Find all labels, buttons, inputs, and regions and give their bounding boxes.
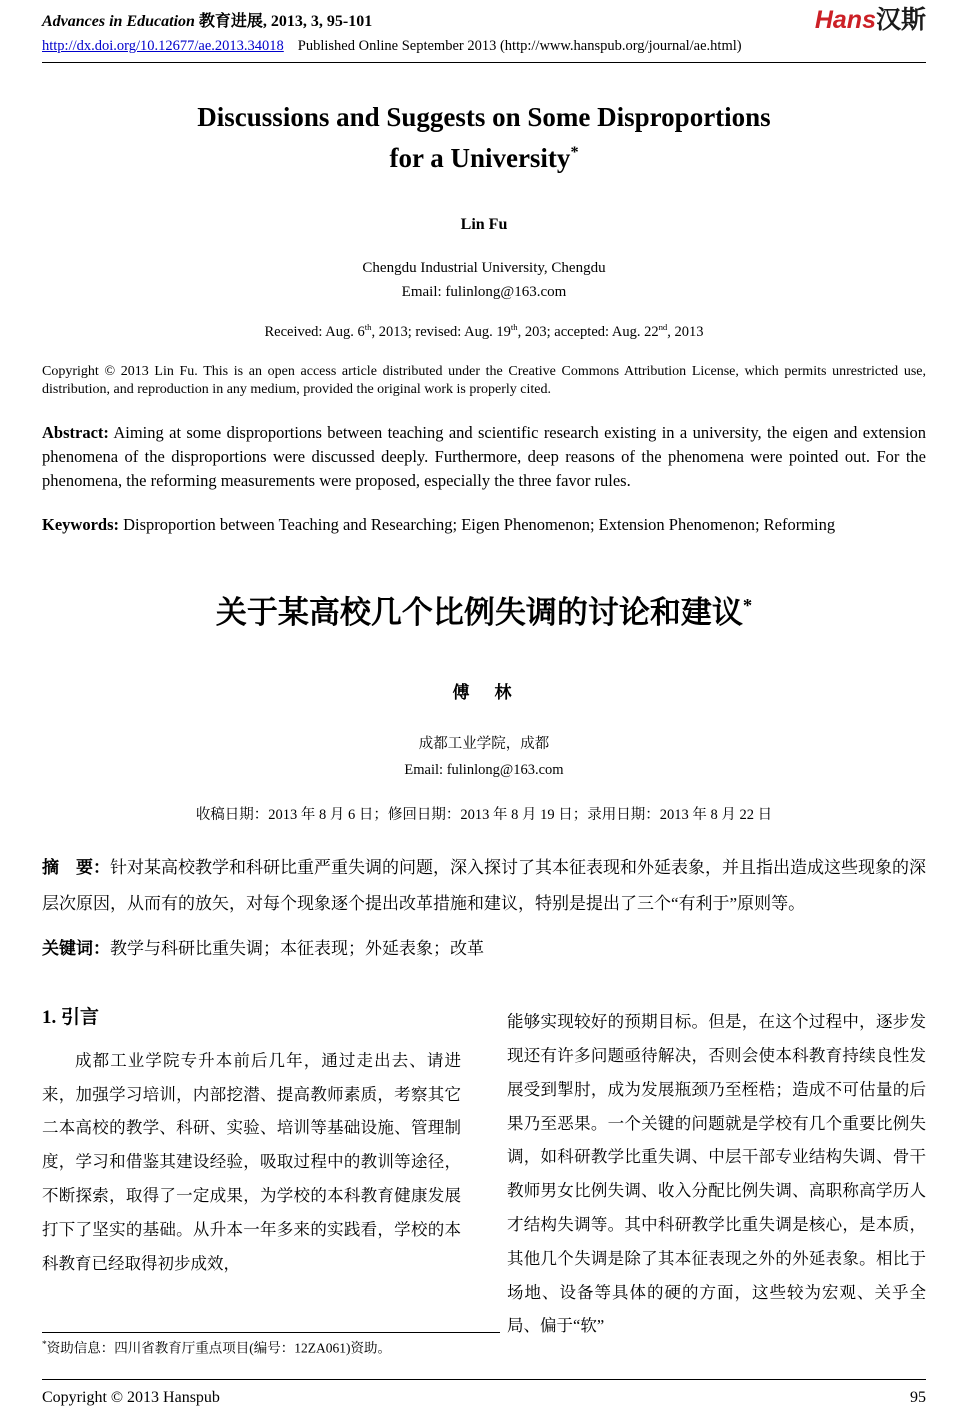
abstract-cn-label: 摘 要： [42, 858, 110, 878]
funding-footnote [42, 1332, 500, 1359]
article-title-cn: 关于某高校几个比例失调的讨论和建议* [215, 594, 753, 630]
publisher-logo [815, 8, 926, 33]
dates-line-cn: 收稿日期：2013 年 8 月 6 日；修回日期：2013 年 8 月 19 日；录用日期：2013 年 8 月 22 日 [195, 807, 773, 824]
page-number: 95 [910, 1389, 926, 1406]
keywords-en [42, 513, 926, 537]
copyright-notice: Copyright © 2013 Lin Fu. This is an open access article distributed under the Creative Commons Attribution License, which permits unrestricted use, distribution, and reproduction in any medium, provided the original work is properly cited. [42, 363, 926, 398]
abstract-text: Aiming at some disproportions between teaching and scientific research existing in a university, the eigen and extension phenomena of the disproportions were discussed deeply. Furthermore, deep reasons of the phenomena were pointed out. For the phenomena, the reforming measurements were proposed, especially the three favor rules. [42, 423, 926, 491]
title-line-1: Discussions and Suggests on Some Disproportions [197, 102, 771, 132]
keywords-text: Disproportion between Teaching and Researching; Eigen Phenomenon; Extension Phenomenon; Reforming [119, 514, 836, 534]
affiliation-en [42, 256, 926, 304]
abstract-en [42, 421, 926, 493]
title-footnote-mark: * [570, 142, 579, 161]
footer-copyright: Copyright © 2013 Hanspub [42, 1389, 220, 1406]
header-divider [42, 62, 926, 63]
abstract-cn [42, 850, 926, 921]
right-column [507, 1005, 926, 1343]
dates-line-en: Received: Aug. 6th, 2013; revised: Aug. 19th, 203; accepted: Aug. 22nd, 2013 [264, 322, 704, 340]
abstract-cn-text: 针对某高校教学和科研比重严重失调的问题，深入探讨了其本征表现和外延表象，并且指出造成这些现象的深层次原因，从而有的放矢，对每个现象逐个提出改革措施和建议，特别是提出了三个“有利于”原则等。 [42, 858, 926, 913]
title-line-2: for a University* [389, 142, 579, 173]
section-1-paragraph-right: 能够实现较好的预期目标。但是，在这个过程中，逐步发现还有许多问题亟待解决，否则会使本科教育持续良性发展受到掣肘，成为发展瓶颈乃至桎梏；造成不可估量的后果乃至恶果。一个关键的问题就是学校有几个重要比例失调，如科研教学比重失调、中层干部专业结构失调、骨干教师男女比例失调、收入分配比例失调、高职称高学历人才结构失调等。其中科研教学比重失调是核心，是本质，其他几个失调是除了其本征表现之外的外延表象。相比于场地、设备等具体的硬的方面，这些较为宏观、关乎全局、偏于“软” [507, 1012, 926, 1336]
section-1-heading: 1. 引言 [42, 1007, 100, 1029]
journal-citation [42, 8, 372, 31]
affiliation-line: Chengdu Industrial University, Chengdu [362, 260, 606, 276]
keywords-cn-label: 关键词： [42, 939, 110, 959]
author-name-en: Lin Fu [460, 216, 508, 233]
title-cn-footnote-mark: * [742, 595, 753, 617]
doi-link[interactable]: http://dx.doi.org/10.12677/ae.2013.34018 [42, 38, 284, 54]
page-footer [42, 1379, 926, 1407]
article-title-en [42, 97, 926, 178]
hans-logo-cn: 汉斯 [875, 6, 926, 34]
journal-header [42, 8, 926, 33]
affiliation-cn [42, 731, 926, 783]
body-columns [42, 1005, 926, 1343]
left-column [42, 1005, 461, 1343]
footnote-mark: * [42, 1340, 47, 1351]
affiliation-cn-line: 成都工业学院，成都 [418, 735, 550, 752]
hans-logo-text: Hans [814, 6, 876, 34]
keywords-cn-text: 教学与科研比重失调；本征表现；外延表象；改革 [110, 939, 484, 959]
footnote-text: 资助信息：四川省教育厅重点项目(编号：12ZA061)资助。 [46, 1340, 391, 1356]
journal-issue-info: 教育进展, 2013, 3, 95-101 [194, 13, 373, 30]
keywords-cn [42, 931, 926, 967]
keywords-label: Keywords: [42, 514, 119, 534]
section-1-paragraph-left: 成都工业学院专升本前后几年，通过走出去、请进来，加强学习培训，内部挖潜、提高教师素质，考察其它二本高校的教学、科研、实验、培训等基础设施、管理制度，学习和借鉴其建设经验，吸取过程中的教训等途径，不断探索，取得了一定成果，为学校的本科教育健康发展打下了坚实的基础。从升本一年多来的实践看，学校的本科教育已经取得初步成效， [42, 1050, 461, 1273]
author-email: Email: fulinlong@163.com [401, 284, 567, 300]
author-email-cn: Email: fulinlong@163.com [404, 761, 564, 778]
journal-name: Advances in Education [42, 13, 195, 30]
abstract-label: Abstract: [42, 423, 109, 443]
published-online-text: Published Online September 2013 (http://www.hanspub.org/journal/ae.html) [297, 38, 742, 54]
doi-line [42, 38, 926, 55]
author-name-cn: 傅 林 [452, 682, 516, 702]
